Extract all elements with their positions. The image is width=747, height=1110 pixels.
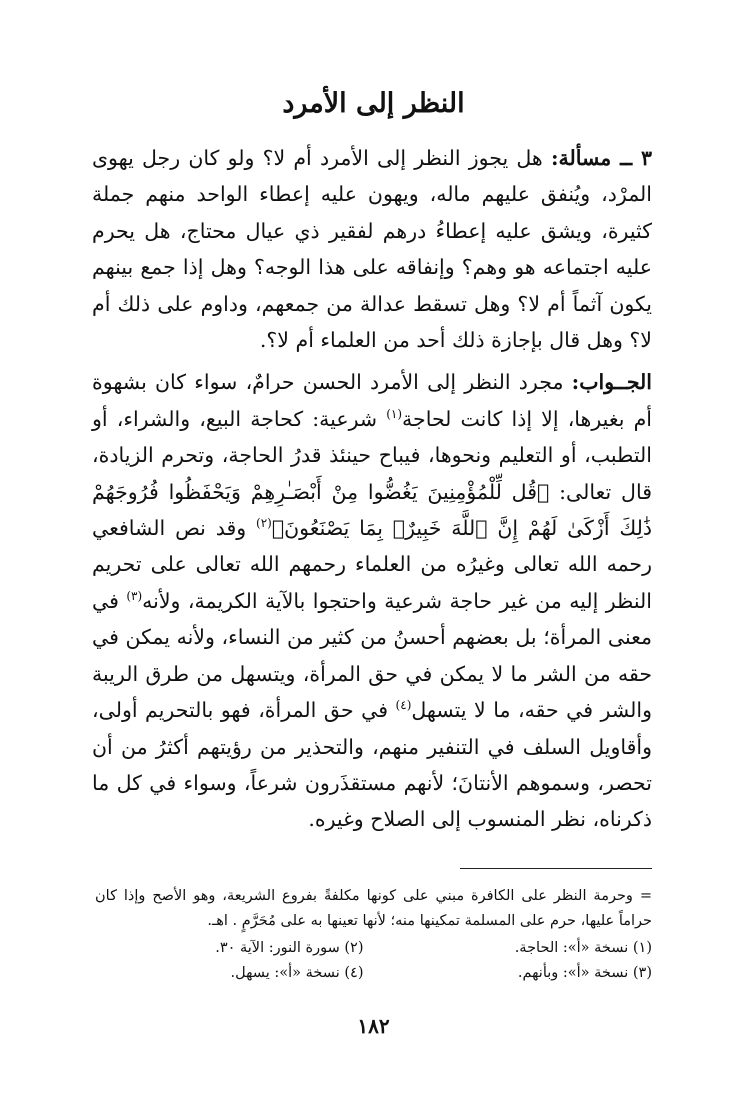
footnote-divider <box>460 868 652 869</box>
footnote-ref-3: (٣) <box>126 589 143 604</box>
question-label: ٣ ــ مسألة: <box>550 146 652 170</box>
footnote-1: (١) نسخة «أ»: الحاجة. <box>514 940 652 956</box>
footnote-4: (٤) نسخة «أ»: يسهل. <box>230 965 364 981</box>
footnote-ref-4: (٤) <box>395 698 412 713</box>
answer-text-2: شرعية: كحاجة البيع، والشراء، أو التطبب، أو التعليم ونحوها، فيباح حينئذ قدرُ الحاجة، وتحرم الزيادة، قال تعالى: <box>92 406 652 504</box>
answer-text-5: في حق المرأة، فهو بالتحريم أولى، وأقاويل السلف في التنفير منهم، والتحذير من رؤيتهم أكثرُ من أن تحصر، وسموهم الأنتانَ؛ لأنهم مستقذَرون شرعاً، وسواء في كل ما ذكرناه، نظر المنسوب إلى الصلاح وغيره. <box>92 698 652 832</box>
footnote-2: (٢) سورة النور: الآية ٣٠. <box>215 940 364 956</box>
answer-text-3: وقد نص الشافعي رحمه الله تعالى وغيرُه من العلماء رحمهم الله تعالى على تحريم النظر إليه من غير حاجة شرعية واحتجوا بالآية الكريمة، ولأنه <box>92 516 652 613</box>
answer-paragraph <box>92 364 652 837</box>
footnote-3: (٣) نسخة «أ»: وبأنهم. <box>517 965 652 981</box>
footnote-continuation: = وحرمة النظر على الكافرة مبني على كونها مكلفةً بفروع الشريعة، وهو الأصح وإذا كان حراماً عليها، حرم على المسلمة تمكينها منه؛ لأنها تعينها به على مُحَرَّمٍ . اهـ. <box>95 888 652 929</box>
page-number: ١٨٢ <box>357 1014 390 1038</box>
footnotes <box>95 884 652 986</box>
footnote-ref-2: (٢) <box>256 516 272 531</box>
question-text: هل يجوز النظر إلى الأمرد أم لا؟ ولو كان رجل يهوى المرْد، ويُنفق عليهم ماله، ويهون عليه إعطاء الواحد منهم جملة كثيرة، ويشق عليه إعطاءُ درهم لفقير ذي عيال محتاج، هل يحرم عليه اجتماعه هو وهم؟ وإنفاقه على هذا الوجه؟ وهل إذا جمع بينهم يكون آثماً أم لا؟ وهل تسقط عدالة من جمعهم، وداوم على ذلك أم لا؟ وهل قال بإجازة ذلك أحد من العلماء أم لا؟. <box>92 146 652 353</box>
footnote-ref-1: (١) <box>386 407 403 422</box>
question-paragraph <box>92 140 652 358</box>
main-text <box>92 140 652 844</box>
quran-verse: ﴿قُل لِّلْمُؤْمِنِينَ يَغُضُّوا مِنْ أَبْصَـٰرِهِمْ وَيَحْفَظُوا فُرُوجَهُمْ ذَٰلِكَ أَزْكَىٰ لَهُمْ إِنَّ ٱللَّهَ خَبِيرٌۢ بِمَا يَصْنَعُونَ﴾ <box>92 479 652 541</box>
page-title: النظر إلى الأمرد <box>282 88 465 119</box>
answer-text-1: مجرد النظر إلى الأمرد الحسن حرامٌ، سواء كان بشهوة أم بغيرها، إلا إذا كانت لحاجة <box>92 370 652 431</box>
footnote-list <box>95 936 652 986</box>
answer-label: الجــواب: <box>571 370 652 395</box>
answer-text-4: في معنى المرأة؛ بل بعضهم أحسنُ من كثير من النساء، ولأنه يمكن في حقه من الشر ما لا يمكن في حق المرأة، ويتسهل من طرق الريبة والشر في حقه، ما لا يتسهل <box>92 588 652 723</box>
